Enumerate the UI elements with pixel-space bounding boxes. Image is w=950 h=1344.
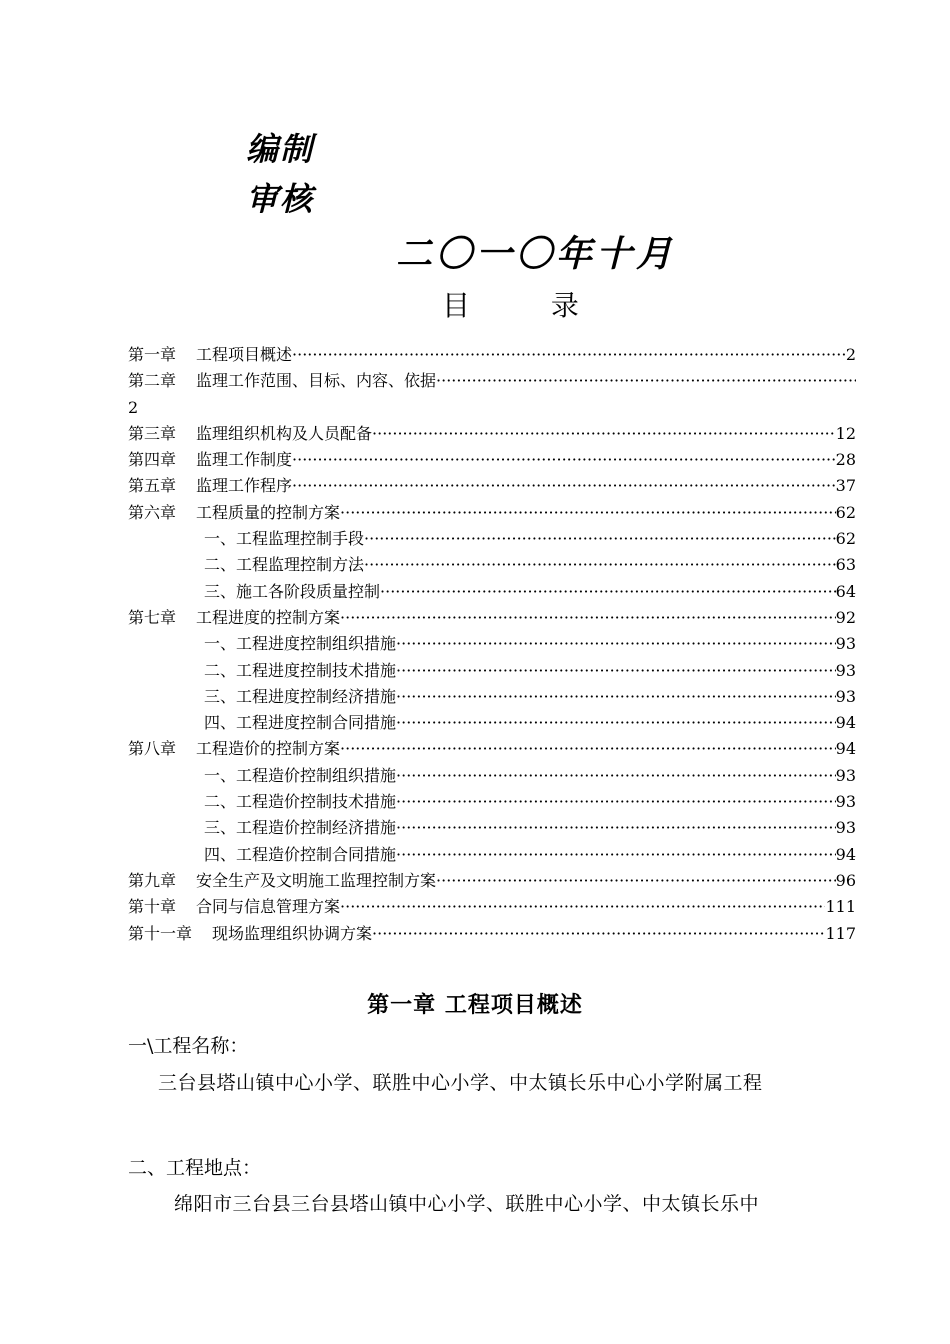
toc-page-number: 63 <box>835 555 856 575</box>
toc-entry-title <box>204 579 380 605</box>
toc-entry[interactable] <box>128 342 856 368</box>
toc-leader-dots <box>372 921 825 947</box>
toc-page-number: 64 <box>835 581 856 601</box>
toc-entry-title <box>204 552 364 578</box>
toc-entry[interactable] <box>128 605 856 631</box>
toc-leader-dots <box>436 868 836 894</box>
reviewer-label: 审核 <box>246 180 315 218</box>
toc-page-number: 28 <box>835 450 856 470</box>
toc-page-number: 93 <box>835 686 856 706</box>
toc-leader-dots <box>396 842 836 868</box>
toc-entry-title <box>128 473 292 499</box>
toc-entry[interactable] <box>128 763 856 789</box>
toc-entry[interactable] <box>128 526 856 552</box>
section-label-project-location: 二、工程地点： <box>128 1157 262 1179</box>
toc-entry-text: 工程造价的控制方案 <box>196 739 341 759</box>
toc-leader-dots <box>396 789 836 815</box>
toc-entry-title <box>204 789 396 815</box>
toc-entry[interactable] <box>128 579 856 605</box>
toc-page-number: 37 <box>835 476 856 496</box>
toc-page-number: 93 <box>835 818 856 838</box>
toc-entry-text: 监理组织机构及人员配备 <box>196 423 373 443</box>
toc-leader-dots <box>396 815 836 841</box>
toc-page-number: 2 <box>128 397 139 417</box>
toc-entry-title <box>204 684 396 710</box>
toc-page-number: 94 <box>835 739 856 759</box>
toc-entry[interactable] <box>128 447 856 473</box>
toc-chapter-number: 第九章 <box>128 870 177 890</box>
toc-entry[interactable] <box>128 815 856 841</box>
toc-entry-title <box>128 342 292 368</box>
document-date: 二〇一〇年十月 <box>396 234 677 275</box>
toc-leader-dots <box>396 658 836 684</box>
toc-entry-title <box>128 894 340 920</box>
toc-page-number: 62 <box>835 502 856 522</box>
toc-page-number: 12 <box>835 423 856 443</box>
toc-title: 目 录 <box>442 289 615 322</box>
toc-entry-title <box>128 605 340 631</box>
toc-entry-title <box>204 631 396 657</box>
toc-entry-text: 安全生产及文明施工监理控制方案 <box>196 870 437 890</box>
toc-entry-text: 三、工程进度控制经济措施 <box>204 686 397 706</box>
toc-page-number: 62 <box>835 529 856 549</box>
toc-entry-text: 二、工程进度控制技术措施 <box>204 660 397 680</box>
toc-entry[interactable] <box>128 473 856 499</box>
toc-entry-title <box>204 526 364 552</box>
toc-page-number: 2 <box>845 345 856 364</box>
toc-leader-dots <box>292 447 836 473</box>
toc-entry-text: 三、施工各阶段质量控制 <box>204 581 381 601</box>
toc-chapter-number: 第十一章 <box>128 923 193 943</box>
toc-entry-title <box>128 921 372 947</box>
toc-entry-text: 工程项目概述 <box>196 345 293 364</box>
toc-entry[interactable] <box>128 368 856 394</box>
toc-entry-title <box>128 368 436 394</box>
project-location-text: 绵阳市三台县三台县塔山镇中心小学、联胜中心小学、中太镇长乐中 <box>174 1193 760 1215</box>
toc-leader-dots <box>396 684 836 710</box>
toc-entry-title <box>128 736 340 762</box>
toc-entry[interactable] <box>128 921 856 947</box>
toc-entry-text: 一、工程造价控制组织措施 <box>204 765 397 785</box>
toc-entry[interactable] <box>128 736 856 762</box>
toc-entry[interactable] <box>128 421 856 447</box>
toc-leader-dots <box>436 368 856 394</box>
toc-page-number: 93 <box>835 634 856 654</box>
toc-entry-title <box>204 658 396 684</box>
toc-entry-text: 现场监理组织协调方案 <box>212 923 373 943</box>
toc-page-number: 93 <box>835 792 856 812</box>
chapter-heading: 第一章 工程项目概述 <box>367 993 583 1018</box>
toc-leader-dots <box>292 342 846 368</box>
toc-entry-text: 监理工作程序 <box>196 476 293 496</box>
toc-chapter-number: 第一章 <box>128 345 177 364</box>
toc-leader-dots <box>364 526 836 552</box>
toc-entry-text: 监理工作制度 <box>196 450 293 470</box>
toc-leader-dots <box>340 605 836 631</box>
toc-entry-title <box>204 815 396 841</box>
toc-leader-dots <box>380 579 836 605</box>
toc-entry[interactable] <box>128 500 856 526</box>
toc-entry-title <box>128 447 292 473</box>
toc-page-number: 111 <box>825 897 856 917</box>
toc-entry-text: 四、工程造价控制合同措施 <box>204 844 397 864</box>
toc-entry-title <box>204 842 396 868</box>
toc-chapter-number: 第七章 <box>128 607 177 627</box>
toc-page-number: 117 <box>825 923 856 943</box>
toc-entry[interactable] <box>128 684 856 710</box>
toc-chapter-number: 第五章 <box>128 476 177 496</box>
toc-page-number: 92 <box>835 607 856 627</box>
toc-page-number: 96 <box>835 870 856 890</box>
toc-entry[interactable] <box>128 658 856 684</box>
toc-leader-dots <box>340 894 825 920</box>
toc-leader-dots <box>364 552 836 578</box>
toc-entry[interactable] <box>128 552 856 578</box>
toc-leader-dots <box>340 736 836 762</box>
toc-entry-text: 二、工程监理控制方法 <box>204 555 365 575</box>
toc-entry-title <box>128 421 372 447</box>
toc-chapter-number: 第八章 <box>128 739 177 759</box>
toc-leader-dots <box>340 500 836 526</box>
toc-entry[interactable] <box>128 868 856 894</box>
toc-leader-dots <box>396 710 836 736</box>
toc-leader-dots <box>396 631 836 657</box>
toc-entry[interactable] <box>128 842 856 868</box>
toc-page-number: 94 <box>835 713 856 733</box>
toc-entry-text: 三、工程造价控制经济措施 <box>204 818 397 838</box>
toc-entry[interactable] <box>128 894 856 920</box>
toc-entry[interactable] <box>128 710 856 736</box>
compiler-label: 编制 <box>246 130 315 168</box>
toc-entry-title <box>128 868 436 894</box>
toc-entry-text: 二、工程造价控制技术措施 <box>204 792 397 812</box>
toc-page-number: 94 <box>835 844 856 864</box>
toc-entry-text: 监理工作范围、目标、内容、依据 <box>196 371 437 391</box>
toc-entry[interactable] <box>128 631 856 657</box>
toc-chapter-number: 第二章 <box>128 371 177 391</box>
toc-entry-text: 工程质量的控制方案 <box>196 502 341 522</box>
toc-wrapped-page <box>128 395 856 421</box>
toc-leader-dots <box>372 421 836 447</box>
toc-chapter-number: 第十章 <box>128 897 177 917</box>
toc-entry-text: 一、工程进度控制组织措施 <box>204 634 397 654</box>
toc-leader-dots <box>396 763 836 789</box>
toc-entry-text: 合同与信息管理方案 <box>196 897 341 917</box>
table-of-contents <box>128 342 856 947</box>
toc-page-number: 93 <box>835 660 856 680</box>
toc-entry-title <box>204 710 396 736</box>
toc-leader-dots <box>292 473 836 499</box>
toc-entry-text: 工程进度的控制方案 <box>196 607 341 627</box>
toc-chapter-number: 第四章 <box>128 450 177 470</box>
toc-entry-text: 一、工程监理控制手段 <box>204 529 365 549</box>
toc-entry[interactable] <box>128 789 856 815</box>
toc-entry-title <box>204 763 396 789</box>
toc-page-number: 93 <box>835 765 856 785</box>
project-name-text: 三台县塔山镇中心小学、联胜中心小学、中太镇长乐中心小学附属工程 <box>158 1072 763 1094</box>
toc-entry-text: 四、工程进度控制合同措施 <box>204 713 397 733</box>
toc-entry-title <box>128 500 340 526</box>
section-label-project-name: 一\工程名称： <box>128 1035 249 1057</box>
toc-chapter-number: 第三章 <box>128 423 177 443</box>
toc-chapter-number: 第六章 <box>128 502 177 522</box>
